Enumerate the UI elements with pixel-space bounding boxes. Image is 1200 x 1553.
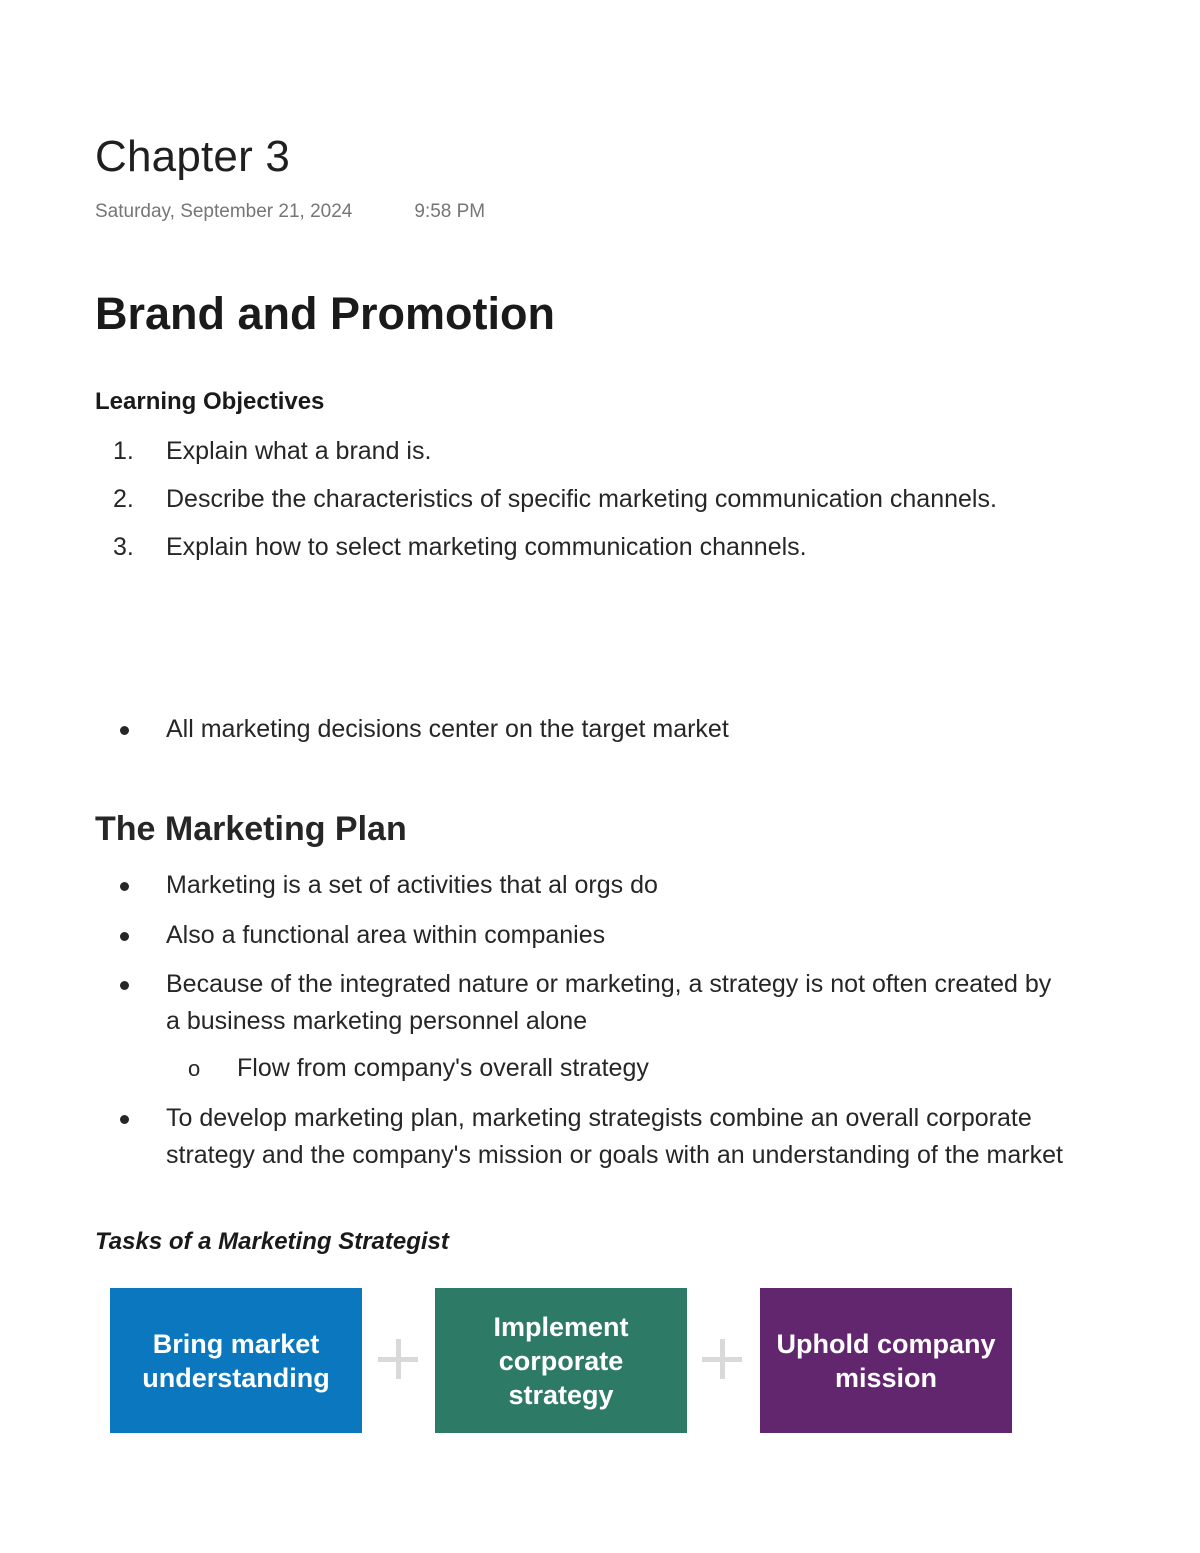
- page-title[interactable]: Chapter 3: [95, 132, 291, 181]
- page-timestamp: [95, 201, 485, 223]
- bullet-icon: [120, 726, 129, 735]
- list-item: [0, 917, 1066, 954]
- marketing-plan-list: [0, 867, 1067, 1174]
- list-item-text: Because of the integrated nature or marketing, a strategy is not often created by a business marketing personnel alone: [166, 970, 1052, 1035]
- bullet-icon: [120, 932, 129, 941]
- list-item: [0, 1100, 1066, 1174]
- list-item-text: To develop marketing plan, marketing strategists combine an overall corporate strategy and the company's mission or goals with an understanding of the market: [166, 1104, 1063, 1169]
- task-box-market-understanding: Bring market understanding: [110, 1288, 362, 1433]
- list-item: [0, 433, 1066, 470]
- list-number: 3.: [113, 533, 134, 561]
- list-number: 2.: [113, 485, 134, 513]
- bullet-icon: [120, 882, 129, 891]
- sub-list-item: [0, 1050, 1067, 1087]
- bullet-icon: [120, 1115, 129, 1124]
- list-item-text: Also a functional area within companies: [166, 921, 606, 949]
- note-list: [0, 711, 1066, 748]
- list-item-text: Explain how to select marketing communication channels.: [166, 533, 807, 561]
- objectives-list: [0, 433, 1066, 566]
- list-item-text: Explain what a brand is.: [166, 437, 432, 465]
- task-box-corporate-strategy: Implement corporate strategy: [435, 1288, 687, 1433]
- page-date: Saturday, September 21, 2024: [95, 201, 353, 222]
- list-item-text: Describe the characteristics of specific marketing communication channels.: [166, 485, 997, 513]
- list-item: [0, 867, 1066, 904]
- list-item: [0, 481, 1066, 518]
- tasks-diagram: [110, 1288, 1020, 1433]
- list-item: [0, 529, 1066, 566]
- list-item-text: Marketing is a set of activities that al orgs do: [166, 871, 658, 899]
- list-item: [0, 966, 1066, 1040]
- task-box-company-mission: Uphold company mission: [760, 1288, 1012, 1433]
- bullet-icon: [120, 981, 129, 990]
- tasks-heading: Tasks of a Marketing Strategist: [95, 1228, 449, 1255]
- section-heading: Brand and Promotion: [95, 288, 555, 339]
- list-item-text: Flow from company's overall strategy: [237, 1054, 649, 1082]
- marketing-plan-heading: The Marketing Plan: [95, 810, 407, 848]
- plus-icon: [702, 1339, 742, 1379]
- list-item: [0, 711, 1066, 748]
- list-item-text: All marketing decisions center on the target market: [166, 715, 729, 743]
- plus-icon: [378, 1339, 418, 1379]
- objectives-heading: Learning Objectives: [95, 388, 325, 415]
- page-time: 9:58 PM: [414, 201, 486, 222]
- list-number: 1.: [113, 437, 134, 465]
- sub-bullet-icon: o: [188, 1056, 201, 1081]
